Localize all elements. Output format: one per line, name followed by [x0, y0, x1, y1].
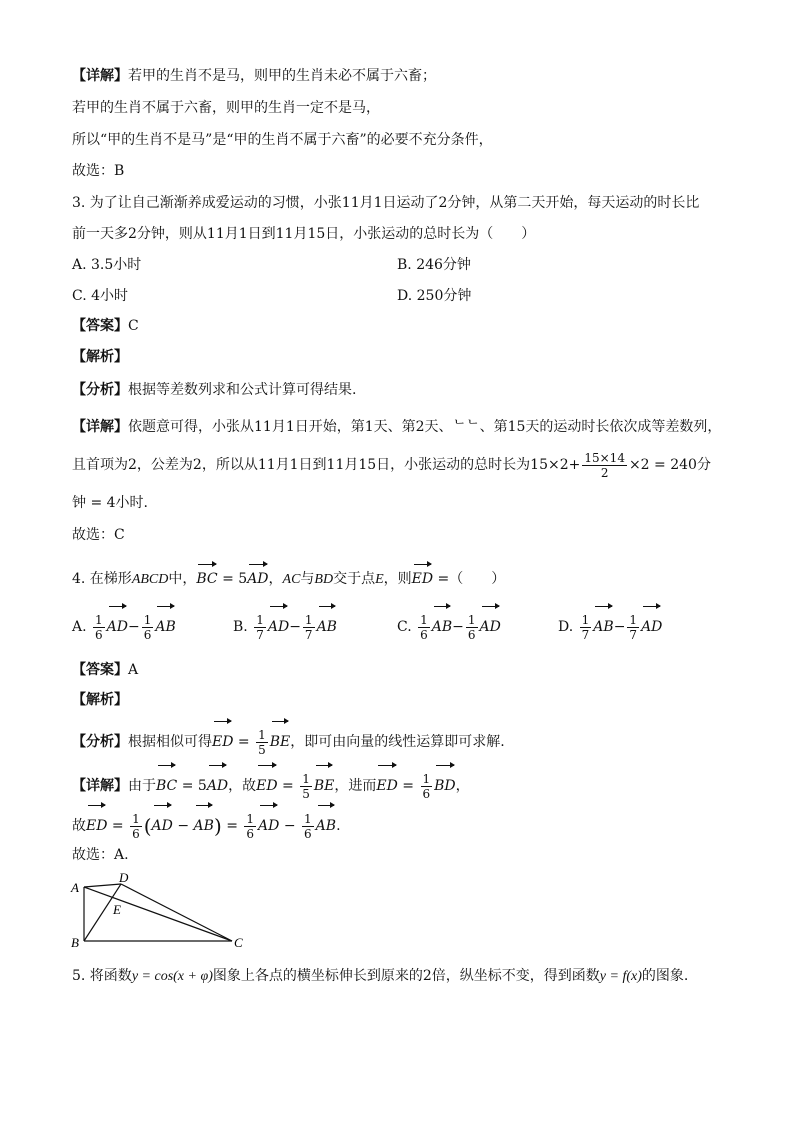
vector-ad: AD	[247, 561, 268, 591]
q3-stem-line1: 3. 为了让自己渐渐养成爱运动的习惯，小张11月1日运动了2分钟，从第二天开始，每天运动的时长比	[72, 195, 700, 211]
q4-option-b-vec1: AD	[268, 603, 289, 645]
vector-ad: AD	[152, 802, 173, 844]
q4-option-b-coef1: $\frac{1}{7}$	[256, 612, 264, 642]
vector-bc: BC	[196, 561, 217, 591]
q3-fraction: $\frac{15\times 14}{2}$	[584, 450, 625, 480]
q4-option-d-vec1: AB	[593, 603, 613, 645]
q4-option-c: C. $\frac{1}{6}$ AB− $\frac{1}{6}$ AD	[397, 603, 501, 645]
q3-analysis: 【分析】根据等差数列求和公式计算可得结果.	[72, 382, 357, 398]
q3-answer: 【答案】C	[72, 318, 139, 334]
q3-choice: 故选：C	[72, 527, 125, 543]
label-b: B	[71, 935, 79, 950]
q3-option-d: D. 250分钟	[397, 288, 472, 304]
fraction: $\frac{1}{6}$	[422, 771, 431, 801]
fraction: $\frac{1}{6}$	[132, 811, 140, 841]
vector-ad: AD	[207, 762, 228, 804]
q4-option-a-vec2: AB	[155, 603, 175, 645]
q4-option-d-vec2: AD	[641, 603, 662, 645]
q4-jiexi-heading: 【解析】	[72, 692, 128, 708]
vector-ed: ED	[256, 762, 277, 804]
vector-bc: BC	[156, 762, 177, 804]
vector-bd: BD	[434, 762, 456, 804]
q3-option-a: A. 3.5小时	[72, 257, 142, 273]
q4-option-c-coef2: $\frac{1}{6}$	[467, 612, 476, 642]
q3-jiexi-heading: 【解析】	[72, 349, 128, 365]
q4-option-a-coef1: $\frac{1}{6}$	[95, 612, 103, 642]
q4-option-d: D. $\frac{1}{7}$ AB− $\frac{1}{7}$ AD	[558, 603, 662, 645]
fraction: $\frac{1}{6}$	[246, 811, 255, 841]
vector-be: BE	[314, 762, 335, 804]
q4-option-b-coef2: $\frac{1}{7}$	[304, 612, 313, 642]
q2-detail-line1: 【详解】若甲的生肖不是马，则甲的生肖未必不属于六畜；	[72, 68, 436, 84]
label-a: A	[71, 880, 79, 895]
vector-ed: ED	[376, 762, 397, 804]
label-d: D	[119, 870, 129, 885]
q4-option-a-vec1: AD	[107, 603, 128, 645]
fraction: $\frac{1}{5}$	[302, 771, 310, 801]
segment-ac	[84, 887, 232, 941]
left-paren: (	[143, 814, 152, 838]
q4-option-c-vec1: AB	[432, 603, 452, 645]
q3-option-c: C. 4小时	[72, 288, 129, 304]
q2-detail-line2: 若甲的生肖不属于六畜，则甲的生肖一定不是马，	[72, 100, 380, 116]
vector-ab: AB	[194, 802, 214, 844]
q4-option-d-coef1: $\frac{1}{7}$	[581, 612, 590, 642]
fraction: $\frac{1}{5}$	[258, 727, 266, 757]
q4-option-a-coef2: $\frac{1}{6}$	[143, 612, 152, 642]
q4-option-c-coef1: $\frac{1}{6}$	[420, 612, 428, 642]
q3-detail-line2: 且首项为2，公差为2，所以从11月1日到11月15日，小张运动的总时长为15×2+ $\frac{15\times 14}{2}$ ×2 = 240分	[72, 450, 711, 480]
q4-option-a: A. $\frac{1}{6}$ AD− $\frac{1}{6}$ AB	[72, 603, 176, 645]
fraction: $\frac{1}{6}$	[304, 811, 312, 841]
q4-detail-line1: 【详解】由于BC = 5AD，故ED = $\frac{1}{5}$ BE，进而ED = $\frac{1}{6}$ BD，	[72, 762, 470, 804]
q4-option-b: B. $\frac{1}{7}$ AD− $\frac{1}{7}$ AB	[233, 603, 337, 645]
vector-ab: AB	[316, 802, 336, 844]
vector-be: BE	[270, 718, 291, 760]
q2-choice: 故选：B	[72, 163, 125, 179]
segment-dc	[121, 884, 232, 941]
vector-ed: ED	[86, 802, 107, 844]
q4-detail-line2: 故ED = $\frac{1}{6}$ (AD − AB) = $\frac{1}{6}$ AD − $\frac{1}{6}$ AB.	[72, 802, 341, 844]
q4-choice: 故选：A.	[72, 847, 129, 863]
q4-option-d-coef2: $\frac{1}{7}$	[629, 612, 638, 642]
q5-stem: 5. 将函数y = cos(x + φ)图象上各点的横坐标伸长到原来的2倍，纵坐标不变，得到函数y = f(x)的图象.	[72, 968, 689, 984]
q3-stem-line2: 前一天多2分钟，则从11月1日到11月15日，小张运动的总时长为（ ）	[72, 226, 536, 242]
q4-analysis: 【分析】根据相似可得ED = $\frac{1}{5}$ BE，即可由向量的线性运算即可求解.	[72, 718, 505, 760]
right-paren: )	[213, 814, 222, 838]
q4-option-c-vec2: AD	[480, 603, 501, 645]
q3-option-b: B. 246分钟	[397, 257, 471, 273]
vector-ed: ED	[412, 561, 433, 591]
q4-stem: 4. 在梯形ABCD中，BC = 5AD，AC与BD交于点E，则ED =（ ）	[72, 561, 505, 592]
trapezoid-figure	[66, 870, 256, 952]
q2-detail-line3: 所以“甲的生肖不是马”是“甲的生肖不属于六畜”的必要不充分条件，	[72, 132, 493, 148]
vector-ad: AD	[258, 802, 279, 844]
q3-detail-line3: 钟 = 4小时.	[72, 495, 148, 511]
q4-answer: 【答案】A	[72, 662, 139, 678]
label-c: C	[234, 935, 243, 950]
q4-option-b-vec2: AB	[317, 603, 337, 645]
label-e: E	[113, 902, 121, 917]
segment-ad	[84, 884, 121, 887]
vector-ed: ED	[212, 718, 233, 760]
q3-detail-line1: 【详解】依题意可得，小张从11月1日开始，第1天、第2天、ᄂᄂ、第15天的运动时长依次成等差数列，	[72, 419, 722, 435]
